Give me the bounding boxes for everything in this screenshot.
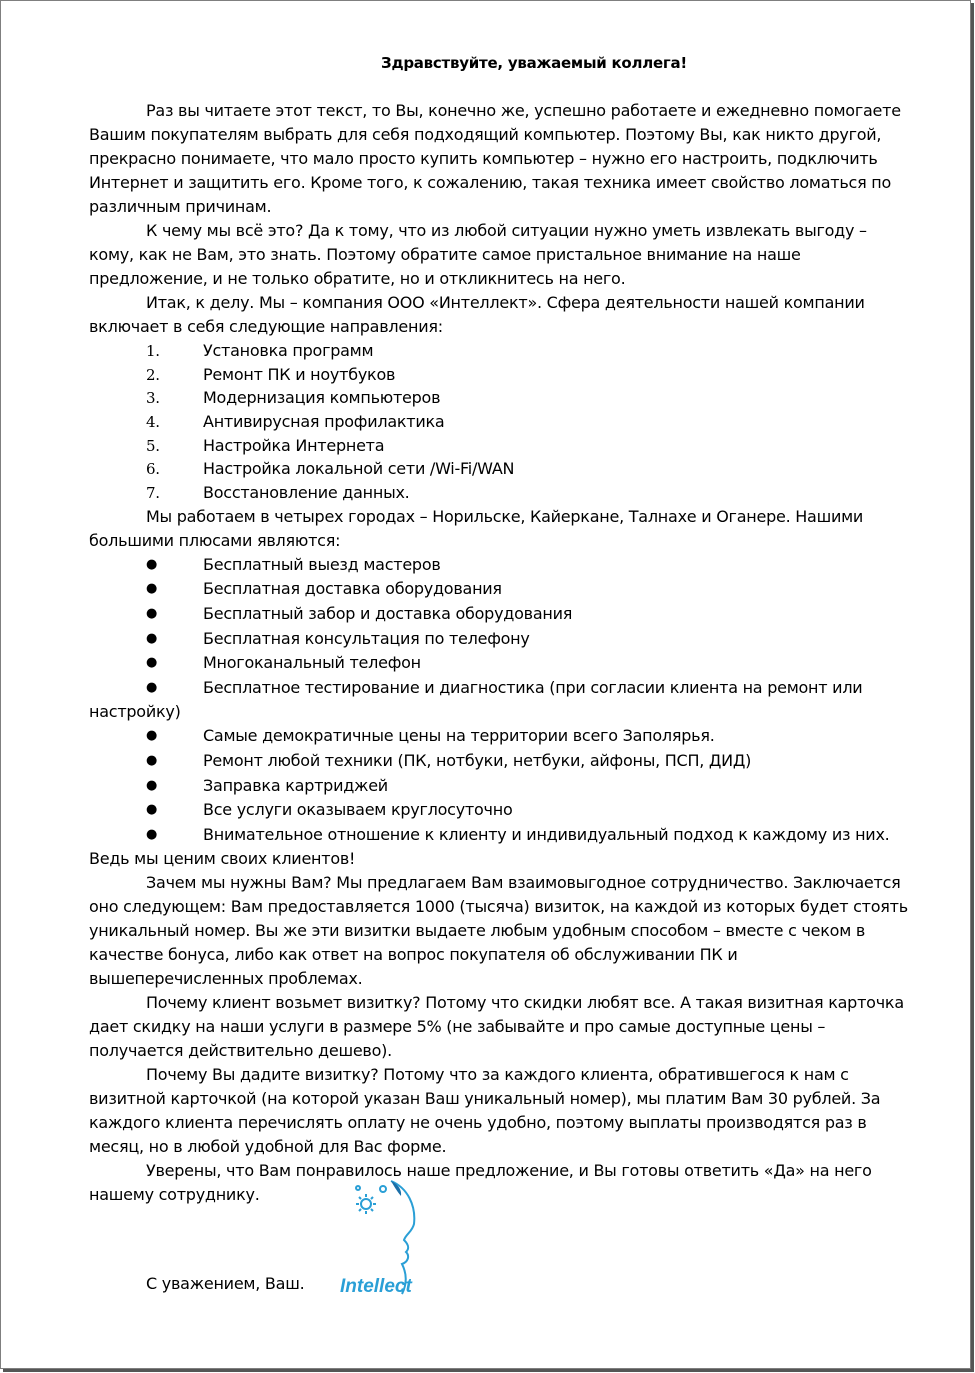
list-item xyxy=(89,724,909,748)
list-item-text: Восстановление данных. xyxy=(203,483,410,503)
list-item-text: Все услуги оказываем круглосуточно xyxy=(203,800,513,820)
list-item-text: Многоканальный телефон xyxy=(203,653,421,673)
list-item-text: Настройка локальной сети /Wi-Fi/WAN xyxy=(203,459,515,479)
list-number: 6. xyxy=(146,460,160,479)
list-item-text: Антивирусная профилактика xyxy=(203,412,445,432)
list-item-text: Установка программ xyxy=(203,341,374,360)
paragraph-why: К чему мы всё это? Да к тому, что из любой ситуации нужно уметь извлекать выгоду – кому, как не Вам, это знать. Поэтому обратите самое пристальное внимание на наше предложение, и не только обратите, но и откликнитесь на него. xyxy=(89,221,867,288)
list-item-text: Настройка Интернета xyxy=(203,435,385,455)
list-item-text: Модернизация компьютеров xyxy=(203,388,441,408)
bullet-icon: ● xyxy=(146,826,158,842)
list-item xyxy=(89,749,909,773)
letter-body xyxy=(89,51,909,1207)
paragraph-closing: Уверены, что Вам понравилось наше предложение, и Вы готовы ответить «Да» на него нашему сотруднику. xyxy=(89,1161,872,1205)
list-number: 5. xyxy=(146,436,160,455)
list-item-text: Ремонт любой техники (ПК, нотбуки, нетбуки, айфоны, ПСП, ДИД) xyxy=(203,750,752,770)
letter-title: Здравствуйте, уважаемый коллега! xyxy=(381,54,687,72)
list-item xyxy=(89,457,909,481)
bullet-icon: ● xyxy=(146,556,158,572)
list-item xyxy=(89,577,909,601)
bullet-icon: ● xyxy=(146,728,158,744)
bullet-icon: ● xyxy=(146,630,158,646)
list-item-text: Бесплатное тестирование и диагностика (при согласии клиента на ремонт или настройку) xyxy=(89,677,863,721)
list-item xyxy=(89,339,909,363)
list-item xyxy=(89,602,909,626)
bullet-icon: ● xyxy=(146,606,158,621)
advantages-list xyxy=(89,553,909,871)
list-item xyxy=(89,676,909,724)
list-number: 1. xyxy=(146,342,160,360)
list-item-text: Самые демократичные цены на территории всего Заполярья. xyxy=(203,726,715,746)
list-item xyxy=(89,363,909,387)
paragraph-payment: Почему Вы дадите визитку? Потому что за каждого клиента, обратившегося к нам с визитной карточкой (на которой указан Ваш уникальный номер), мы платим Вам 30 рублей. За каждого клиента перечислять оплату не очень удобно, поэтому выплаты производятся раз в месяц, но в любой удобной для Вас форме. xyxy=(89,1065,881,1157)
list-item xyxy=(89,823,909,871)
paragraph-cities: Мы работаем в четырех городах – Норильске, Кайеркане, Талнахе и Оганере. Нашими большими плюсами являются: xyxy=(89,506,864,550)
list-item xyxy=(89,774,909,798)
list-number: 7. xyxy=(146,484,160,503)
list-item-text: Заправка картриджей xyxy=(203,775,388,795)
logo-text: Intellect xyxy=(340,1276,412,1297)
list-item xyxy=(89,386,909,410)
bullet-icon: ● xyxy=(146,581,158,597)
bullet-icon: ● xyxy=(146,802,158,818)
bullet-icon: ● xyxy=(146,752,158,768)
bullet-icon: ● xyxy=(146,679,158,695)
list-item xyxy=(89,434,909,458)
list-item xyxy=(89,627,909,651)
list-item-text: Бесплатный выезд мастеров xyxy=(203,554,441,574)
signature: С уважением, Ваш. xyxy=(146,1274,305,1293)
paragraph-offer: Зачем мы нужны Вам? Мы предлагаем Вам взаимовыгодное сотрудничество. Заключается оно следующем: Вам предоставляется 1000 (тысяча) визиток, на каждой из которых будет стоять уникальный номер. Вы же эти визитки выдаете любым удобным способом – вместе с чеком в качестве бонуса, либо как ответ на вопрос покупателя об обслуживании ПК и вышеперечисленных проблемах. xyxy=(89,873,908,989)
list-item xyxy=(89,553,909,577)
list-number: 3. xyxy=(146,389,160,408)
list-item xyxy=(89,481,909,505)
paragraph-client-reason: Почему клиент возьмет визитку? Потому что скидки любят все. А такая визитная карточка дает скидку на наши услуги в размере 5% (не забывайте и про самые доступные цены – получается действительно дешево). xyxy=(89,993,904,1061)
bullet-icon: ● xyxy=(146,777,158,793)
list-number: 2. xyxy=(146,365,160,384)
list-item-text: Внимательное отношение к клиенту и индивидуальный подход к каждому из них. Ведь мы ценим своих клиентов! xyxy=(89,824,890,868)
bullet-icon: ● xyxy=(146,655,158,671)
list-item xyxy=(89,410,909,434)
paragraph-company: Итак, к делу. Мы – компания ООО «Интеллект». Сфера деятельности нашей компании включает в себя следующие направления: xyxy=(89,293,865,336)
list-item-text: Бесплатная консультация по телефону xyxy=(203,628,530,648)
list-number: 4. xyxy=(146,413,160,432)
services-list xyxy=(89,339,909,505)
list-item xyxy=(89,651,909,675)
list-item-text: Бесплатная доставка оборудования xyxy=(203,579,502,599)
list-item-text: Бесплатный забор и доставка оборудования xyxy=(203,604,573,623)
list-item-text: Ремонт ПК и ноутбуков xyxy=(203,364,396,384)
paragraph-intro: Раз вы читаете этот текст, то Вы, конечно же, успешно работаете и ежедневно помогаете Вашим покупателям выбрать для себя подходящий компьютер. Поэтому Вы, как никто другой, прекрасно понимаете, что мало просто купить компьютер – нужно его настроить, подключить Интернет и защитить его. Кроме того, к сожалению, такая техника имеет свойство ломаться по различным причинам. xyxy=(89,101,901,216)
list-item xyxy=(89,798,909,822)
